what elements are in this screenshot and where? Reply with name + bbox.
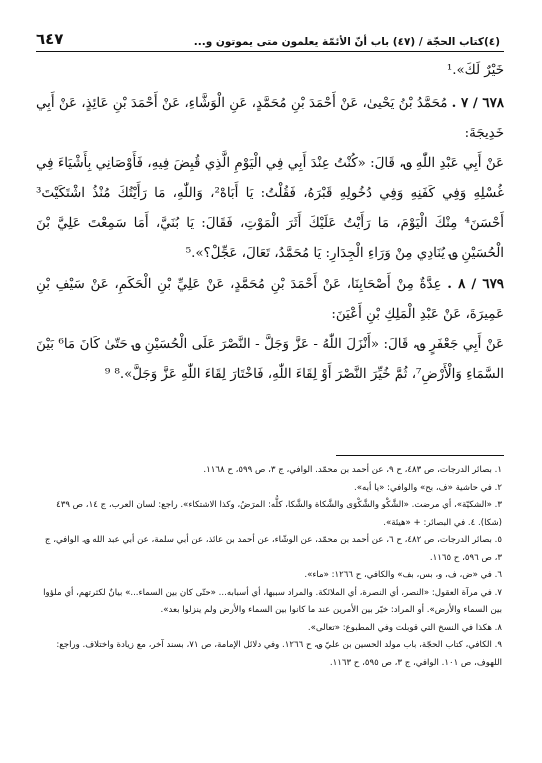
footnote-1: ١. بصائر الدرجات، ص ٤٨٣، ح ٩، عن أحمد بن محمّد. الوافي، ج ٣، ص ٥٩٩، ح ١١٦٨. [203, 465, 502, 475]
main-text [36, 56, 504, 390]
chapter-title: (٤)كتاب الحجّة / (٤٧) باب أنّ الأئمّة يعلمون متى يموتون و... [193, 36, 500, 48]
hadith-678-number: ٦٧٨ / ٧ . [451, 95, 504, 111]
running-header [36, 30, 500, 48]
page-number: ٦٤٧ [36, 30, 64, 48]
hadith-678-text: عَنْ أَبِي عَبْدِ اللّٰهِ ؈، قَالَ: «كُنْتُ عِنْدَ أَبِي فِي الْيَوْمِ الَّذِي قُبِضَ فِيهِ، فَأَوْصَانِي بِأَشْيَاءَ فِي غُسْلِهِ وَفِي كَفَنِهِ وَفِي دُخُولِهِ قَبْرَهُ، فَقُلْتُ: يَا أَبَاهْ²، وَاللّٰهِ، مَا رَأَيْتُكَ مُنْذُ اشْتَكَيْتَ³ أَحْسَنَ⁴ مِنْكَ الْيَوْمَ، مَا رَأَيْتُ عَلَيْكَ أَثَرَ الْمَوْتِ، فَقَالَ: يَا بُنَيَّ، أَمَا سَمِعْتَ عَلِيَّ بْنَ الْحُسَيْنِ ؈ يُنَادِي مِنْ وَرَاءِ الْجِدَارِ: يَا مُحَمَّدُ، تَعَالَ، عَجِّلْ؟».⁵ [36, 156, 505, 261]
continued-text: خَيْرٌ لَكَ».¹ [446, 63, 504, 78]
footnote-3-4: ٣. «الشكيّة»، أي مرضت. «الشَّكْو والشَّكْوَى والشَّكاة والشَّكا، كلُّه: المرَضُ، وكذا الاشتكاء». راجع: لسان العرب، ج ١٤، ص ٤٣٩ (شكا). ٤. في البصائر: + «هيئة». [56, 500, 502, 528]
hadith-678-isnad: مُحَمَّدُ بْنُ يَحْيىٰ، عَنْ أَحْمَدَ بْنِ مُحَمَّدٍ، عَنِ الْوَشَّاءِ، عَنْ أَحْمَدَ بْنِ عَائِذٍ، عَنْ أَبِي خَدِيجَةَ: [36, 96, 504, 141]
footnote-9: ٩. الكافي، كتاب الحجّة، باب مولد الحسين بن عليّ ؈، ح ١٢٦٦. وفي دلائل الإمامة، ص ٧١، بسند آخر، مع زيادة واختلاف. وراجع: اللهوف، ص ١٠١. الوافي، ج ٣، ص ٥٩٥، ح ١١٦٣. [56, 640, 502, 668]
hadith-679-text: عَنْ أَبِي جَعْفَرٍ ؈، قَالَ: «أَنْزَلَ اللّٰهُ - عَزَّ وَجَلَّ - النَّصْرَ عَلَى الْحُسَيْنِ ؈ حَتّىٰ كَانَ مَا⁶ بَيْنَ السَّمَاءِ وَالْأَرْضِ⁷، ثُمَّ خُيِّرَ النَّصْرَ أَوْ لِقَاءَ اللّٰهِ، فَاخْتَارَ لِقَاءَ اللّٰهِ عَزَّ وَجَلَّ».⁸ ⁹ [36, 337, 505, 382]
footnote-divider [336, 455, 504, 456]
header-divider [36, 51, 504, 52]
footnote-5: ٥. بصائر الدرجات، ص ٤٨٢، ح ٦، عن أحمد بن محمّد، عن الوشّاء، عن أحمد بن عائذ، عن أبي سلمة، عن أبي عبد الله ؈. الوافي، ج ٣، ص ٥٩٦، ح ١١٦٥. [44, 535, 502, 563]
footnote-6: ٦. في «ض، ف، و، بس، بف» والكافي، ح ١٢٦٦: «ماء». [304, 570, 502, 580]
footnote-8: ٨. هكذا في النسخ التي قوبلت وفي المطبوع: «تعالى». [307, 622, 502, 633]
footnote-2: ٢. في حاشية «ف، بح» والوافي: «يا أبه». [353, 482, 502, 493]
footnotes [36, 462, 502, 672]
hadith-678-chain [36, 88, 504, 149]
hadith-679-isnad: عِدَّةٌ مِنْ أَصْحَابِنَا، عَنْ أَحْمَدَ بْنِ مُحَمَّدٍ، عَنْ عَلِيِّ بْنِ الْحَكَمِ، عَنْ سَيْفِ بْنِ عَمِيرَةَ، عَنْ عَبْدِ الْمَلِكِ بْنِ أَعْيَنَ: [36, 277, 504, 322]
hadith-679-chain [36, 269, 504, 330]
hadith-679-number: ٦٧٩ / ٨ . [447, 276, 504, 292]
footnote-7: ٧. في مرآة العقول: «النصر، أي النصرة، أي الملائكة. والمراد سببها، أي أسبابه... «حتّى كان بين السماء...» بيانٌ لكثرتهم، أي ملؤوا بين السماء والأرض». أو المراد: خيّر بين الأمرين عند ما كانوا بين السماء والأرض ولم ينزلوا بعد». [43, 587, 502, 615]
